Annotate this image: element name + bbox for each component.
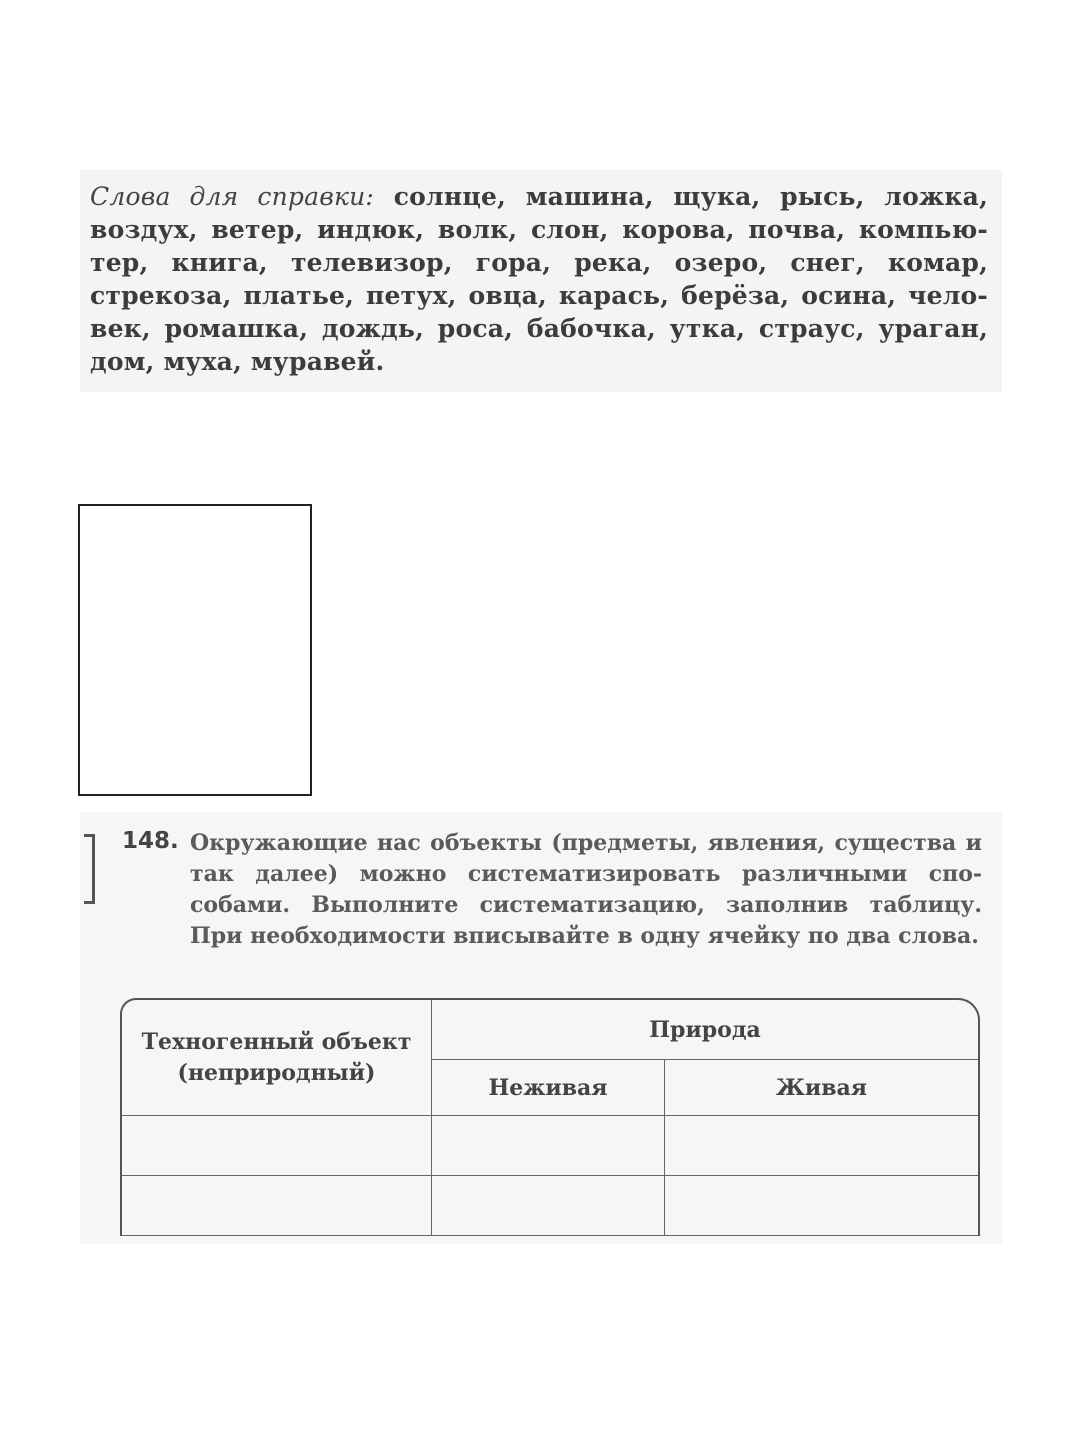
task-148-block [80,812,1002,1244]
table-row [122,1176,978,1236]
reference-words: солнце, машина, щука, рысь, ложка, воздух, ветер, индюк, волк, слон, корова, почва, компью-тер, книга, телевизор, гора, река, озеро, снег, комар, стрекоза, платье, петух, овца, карась, берёза, осина, чело-век, ромашка, дождь, роса, бабочка, утка, страус, ураган, дом, муха, муравей. [90,182,988,376]
table-cell[interactable] [665,1116,978,1176]
systematization-table [120,998,980,1236]
blank-image-frame [78,504,312,796]
task-text: Окружающие нас объекты (предметы, явления, существа и так далее) можно систематизировать различными спо-собами. Выполните систематизацию, заполнив таблицу. При необходимости вписывайте в одну ячейку по два слова. [190,830,982,949]
reference-words-block [80,170,1002,392]
margin-bracket [84,834,95,904]
header-technogenic: Техногенный объект (неприродный) [122,1000,432,1116]
header-nature: Природа [432,1000,978,1060]
task-number: 148. [122,828,179,854]
table-cell[interactable] [432,1116,665,1176]
header-living: Живая [665,1060,978,1116]
table-cell[interactable] [665,1176,978,1236]
table-cell[interactable] [122,1116,432,1176]
reference-words-text [90,180,988,378]
table-cell[interactable] [122,1176,432,1236]
table-row [122,1116,978,1176]
table-cell[interactable] [432,1176,665,1236]
reference-label: Слова для справки: [90,182,375,211]
header-nonliving: Неживая [432,1060,665,1116]
